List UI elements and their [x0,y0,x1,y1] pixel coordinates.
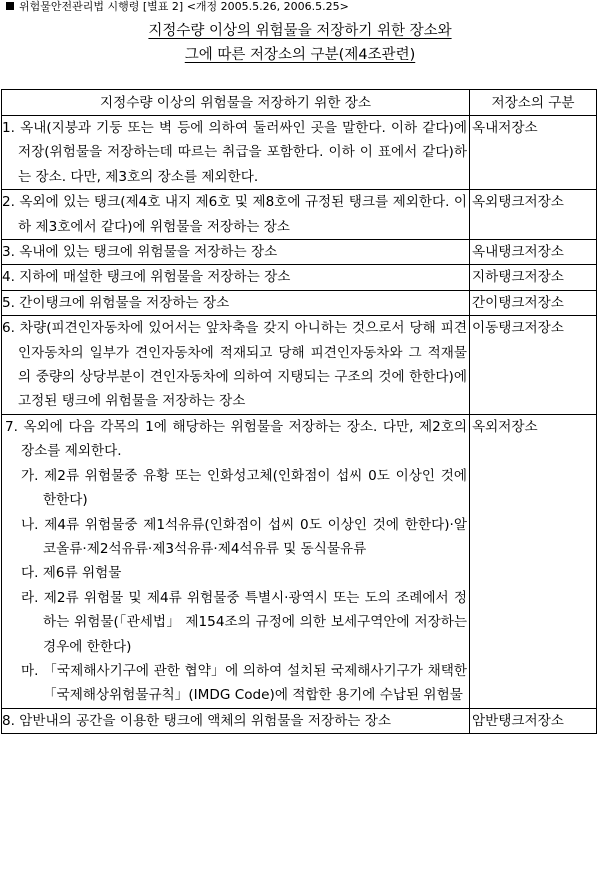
storage-classification-table [1,89,597,734]
kind-cell: 옥내탱크저장소 [470,240,597,265]
kind-cell: 옥외저장소 [470,414,597,708]
sub-item-ra: 라. 제2류 위험물 및 제4류 위험물중 특별시·광역시 또는 도의 조례에서 정하는 위험물(「관세법」 제154조의 규정에 의한 보세구역안에 저장하는 경우에 한한다) [21,589,467,655]
square-bullet-icon [6,2,14,10]
place-cell: 5. 간이탱크에 위험물을 저장하는 장소 [2,290,470,315]
sub-item-ga: 가. 제2류 위험물중 유황 또는 인화성고체(인화점이 섭씨 0도 이상인 것에 한한다) [21,467,467,509]
kind-cell: 지하탱크저장소 [470,265,597,290]
place-cell: 1. 옥내(지붕과 기둥 또는 벽 등에 의하여 둘러싸인 곳을 말한다. 이하 같다)에 저장(위험물을 저장하는데 따르는 취급을 포함한다. 이하 이 표에서 같다)하는 장소. 다만, 제3호의 장소를 제외한다. [2,116,470,190]
page-title-line-1: 지정수량 이상의 위험물을 저장하기 위한 장소와 [148,23,452,39]
place-cell: 3. 옥내에 있는 탱크에 위험물을 저장하는 장소 [2,240,470,265]
kind-cell: 옥외탱크저장소 [470,190,597,240]
page-title-line-2: 그에 따른 저장소의 구분(제4조관련) [184,47,416,63]
table-row [2,240,597,265]
column-header-place: 지정수량 이상의 위험물을 저장하기 위한 장소 [2,90,470,116]
kind-cell: 이동탱크저장소 [470,316,597,415]
table-row [2,414,597,708]
place-cell [2,414,470,708]
sub-item-da: 다. 제6류 위험물 [21,565,122,582]
place-cell: 4. 지하에 매설한 탱크에 위험물을 저장하는 장소 [2,265,470,290]
table-row [2,116,597,190]
item-7-intro: 7. 옥외에 다음 각목의 1에 해당하는 위험물을 저장하는 장소. 다만, 제2호의 장소를 제외한다. [5,418,467,460]
document-header [6,0,349,14]
table-row [2,708,597,733]
document-header-text: 위험물안전관리법 시행령 [별표 2] <개정 2005.5.26, 2006.5.25> [19,0,349,13]
kind-cell: 암반탱크저장소 [470,708,597,733]
table-row [2,290,597,315]
table-row [2,265,597,290]
place-cell: 8. 암반내의 공간을 이용한 탱크에 액체의 위험물을 저장하는 장소 [2,708,470,733]
kind-cell: 간이탱크저장소 [470,290,597,315]
place-cell: 2. 옥외에 있는 탱크(제4호 내지 제6호 및 제8호에 규정된 탱크를 제외한다. 이하 제3호에서 같다)에 위험물을 저장하는 장소 [2,190,470,240]
place-cell: 6. 차량(피견인자동차에 있어서는 앞차축을 갖지 아니하는 것으로서 당해 피견인자동차의 일부가 견인자동차에 적재되고 당해 피견인자동차와 그 적재물의 중량의 상당부분이 견인자동차에 의하여 지탱되는 구조의 것에 한한다)에 고정된 탱크에 위험물을 저장하는 장소 [2,316,470,415]
table-header-row [2,90,597,116]
column-header-kind: 저장소의 구분 [470,90,597,116]
table-row [2,190,597,240]
sub-item-ma: 마. 「국제해사기구에 관한 협약」에 의하여 설치된 국제해사기구가 채택한 「국제해상위험물규칙」(IMDG Code)에 적합한 용기에 수납된 위험물 [21,662,467,704]
sub-item-na: 나. 제4류 위험물중 제1석유류(인화점이 섭씨 0도 이상인 것에 한한다)·알코올류·제2석유류·제3석유류·제4석유류 및 동식물유류 [21,516,467,557]
table-row [2,316,597,415]
kind-cell: 옥내저장소 [470,116,597,190]
